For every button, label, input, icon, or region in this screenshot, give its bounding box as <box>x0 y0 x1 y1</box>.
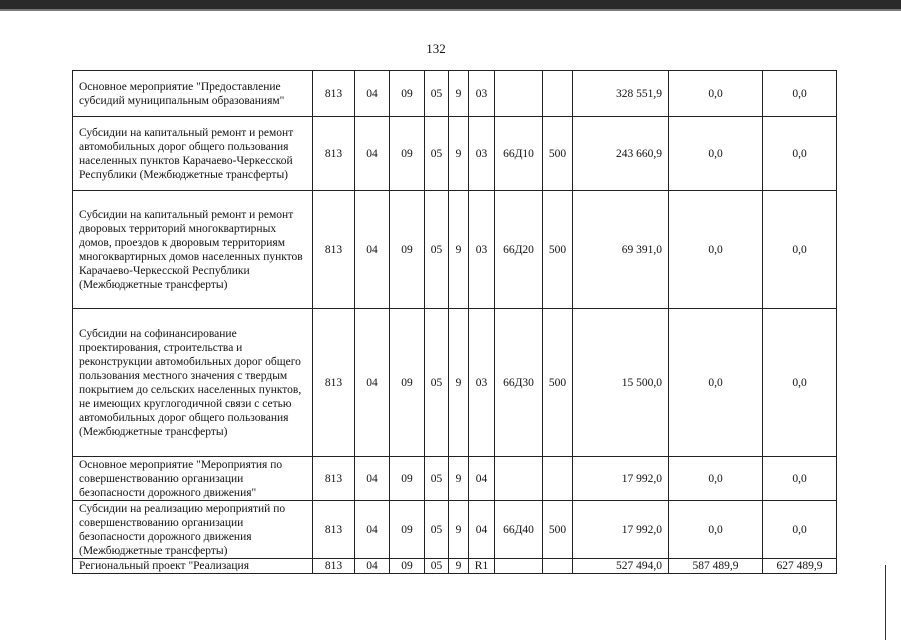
amount-year-3: 0,0 <box>763 309 837 457</box>
code-expense-type <box>543 71 573 117</box>
code-direction <box>495 71 543 117</box>
scan-right-edge-line <box>885 565 886 640</box>
code-section: 04 <box>355 191 390 309</box>
amount-year-3: 0,0 <box>763 191 837 309</box>
code-subprogram: 9 <box>449 191 469 309</box>
code-program: 05 <box>425 457 449 501</box>
code-section: 04 <box>355 117 390 191</box>
table-row <box>73 117 837 191</box>
code-section: 04 <box>355 309 390 457</box>
code-ministry: 813 <box>313 309 355 457</box>
amount-year-3: 0,0 <box>763 71 837 117</box>
amount-year-2: 587 489,9 <box>669 559 763 574</box>
code-expense-type: 500 <box>543 309 573 457</box>
budget-table <box>72 70 837 574</box>
code-subprogram: 9 <box>449 117 469 191</box>
row-description: Региональный проект "Реализация <box>73 559 313 574</box>
code-subsection: 09 <box>390 71 425 117</box>
code-event: 03 <box>469 117 495 191</box>
row-description: Основное мероприятие "Предоставление субсидий муниципальным образованиям" <box>73 71 313 117</box>
code-ministry: 813 <box>313 117 355 191</box>
code-event: 04 <box>469 457 495 501</box>
code-direction: 66Д30 <box>495 309 543 457</box>
code-ministry: 813 <box>313 191 355 309</box>
code-section: 04 <box>355 501 390 559</box>
amount-year-1: 328 551,9 <box>573 71 669 117</box>
code-event: R1 <box>469 559 495 574</box>
code-event: 03 <box>469 191 495 309</box>
code-event: 04 <box>469 501 495 559</box>
amount-year-2: 0,0 <box>669 457 763 501</box>
amount-year-3: 627 489,9 <box>763 559 837 574</box>
code-section: 04 <box>355 559 390 574</box>
amount-year-3: 0,0 <box>763 457 837 501</box>
code-ministry: 813 <box>313 501 355 559</box>
row-description: Субсидии на капитальный ремонт и ремонт дворовых территорий многоквартирных домов, проездов к дворовым территориям многоквартирных домов населенных пунктов Карачаево-Черкесской Республики (Межбюджетные трансферты) <box>73 191 313 309</box>
amount-year-1: 15 500,0 <box>573 309 669 457</box>
table-row <box>73 309 837 457</box>
code-subprogram: 9 <box>449 559 469 574</box>
amount-year-2: 0,0 <box>669 117 763 191</box>
code-program: 05 <box>425 71 449 117</box>
code-subprogram: 9 <box>449 457 469 501</box>
code-expense-type <box>543 559 573 574</box>
code-program: 05 <box>425 501 449 559</box>
code-program: 05 <box>425 309 449 457</box>
amount-year-3: 0,0 <box>763 117 837 191</box>
amount-year-2: 0,0 <box>669 71 763 117</box>
row-description: Субсидии на софинансирование проектирования, строительства и реконструкции автомобильных дорог общего пользования местного значения с твердым покрытием до сельских населенных пунктов, не имеющих круглогодичной связи с сетью автомобильных дорог общего пользования (Межбюджетные трансферты) <box>73 309 313 457</box>
code-subsection: 09 <box>390 457 425 501</box>
table-row <box>73 457 837 501</box>
scan-top-border-shadow <box>0 9 901 11</box>
code-direction <box>495 559 543 574</box>
amount-year-1: 17 992,0 <box>573 457 669 501</box>
code-direction: 66Д40 <box>495 501 543 559</box>
code-section: 04 <box>355 71 390 117</box>
amount-year-1: 527 494,0 <box>573 559 669 574</box>
row-description: Субсидии на капитальный ремонт и ремонт автомобильных дорог общего пользования населенных пунктов Карачаево-Черкесской Республики (Межбюджетные трансферты) <box>73 117 313 191</box>
amount-year-1: 243 660,9 <box>573 117 669 191</box>
amount-year-1: 69 391,0 <box>573 191 669 309</box>
code-section: 04 <box>355 457 390 501</box>
code-expense-type: 500 <box>543 501 573 559</box>
amount-year-3: 0,0 <box>763 501 837 559</box>
code-expense-type: 500 <box>543 117 573 191</box>
table-row <box>73 71 837 117</box>
code-ministry: 813 <box>313 71 355 117</box>
code-subsection: 09 <box>390 309 425 457</box>
code-subsection: 09 <box>390 191 425 309</box>
amount-year-2: 0,0 <box>669 501 763 559</box>
code-expense-type <box>543 457 573 501</box>
code-event: 03 <box>469 71 495 117</box>
code-direction: 66Д20 <box>495 191 543 309</box>
table-row <box>73 191 837 309</box>
code-event: 03 <box>469 309 495 457</box>
code-program: 05 <box>425 191 449 309</box>
amount-year-2: 0,0 <box>669 191 763 309</box>
code-ministry: 813 <box>313 559 355 574</box>
code-direction <box>495 457 543 501</box>
code-subsection: 09 <box>390 559 425 574</box>
code-subprogram: 9 <box>449 309 469 457</box>
code-direction: 66Д10 <box>495 117 543 191</box>
code-subprogram: 9 <box>449 501 469 559</box>
row-description: Основное мероприятие "Мероприятия по совершенствованию организации безопасности дорожного движения" <box>73 457 313 501</box>
table-row <box>73 559 837 574</box>
code-subsection: 09 <box>390 117 425 191</box>
code-subprogram: 9 <box>449 71 469 117</box>
table-row <box>73 501 837 559</box>
scan-top-border <box>0 0 901 9</box>
row-description: Субсидии на реализацию мероприятий по совершенствованию организации безопасности дорожного движения (Межбюджетные трансферты) <box>73 501 313 559</box>
code-ministry: 813 <box>313 457 355 501</box>
code-program: 05 <box>425 117 449 191</box>
code-expense-type: 500 <box>543 191 573 309</box>
amount-year-1: 17 992,0 <box>573 501 669 559</box>
code-program: 05 <box>425 559 449 574</box>
code-subsection: 09 <box>390 501 425 559</box>
amount-year-2: 0,0 <box>669 309 763 457</box>
page-number: 132 <box>426 41 446 56</box>
